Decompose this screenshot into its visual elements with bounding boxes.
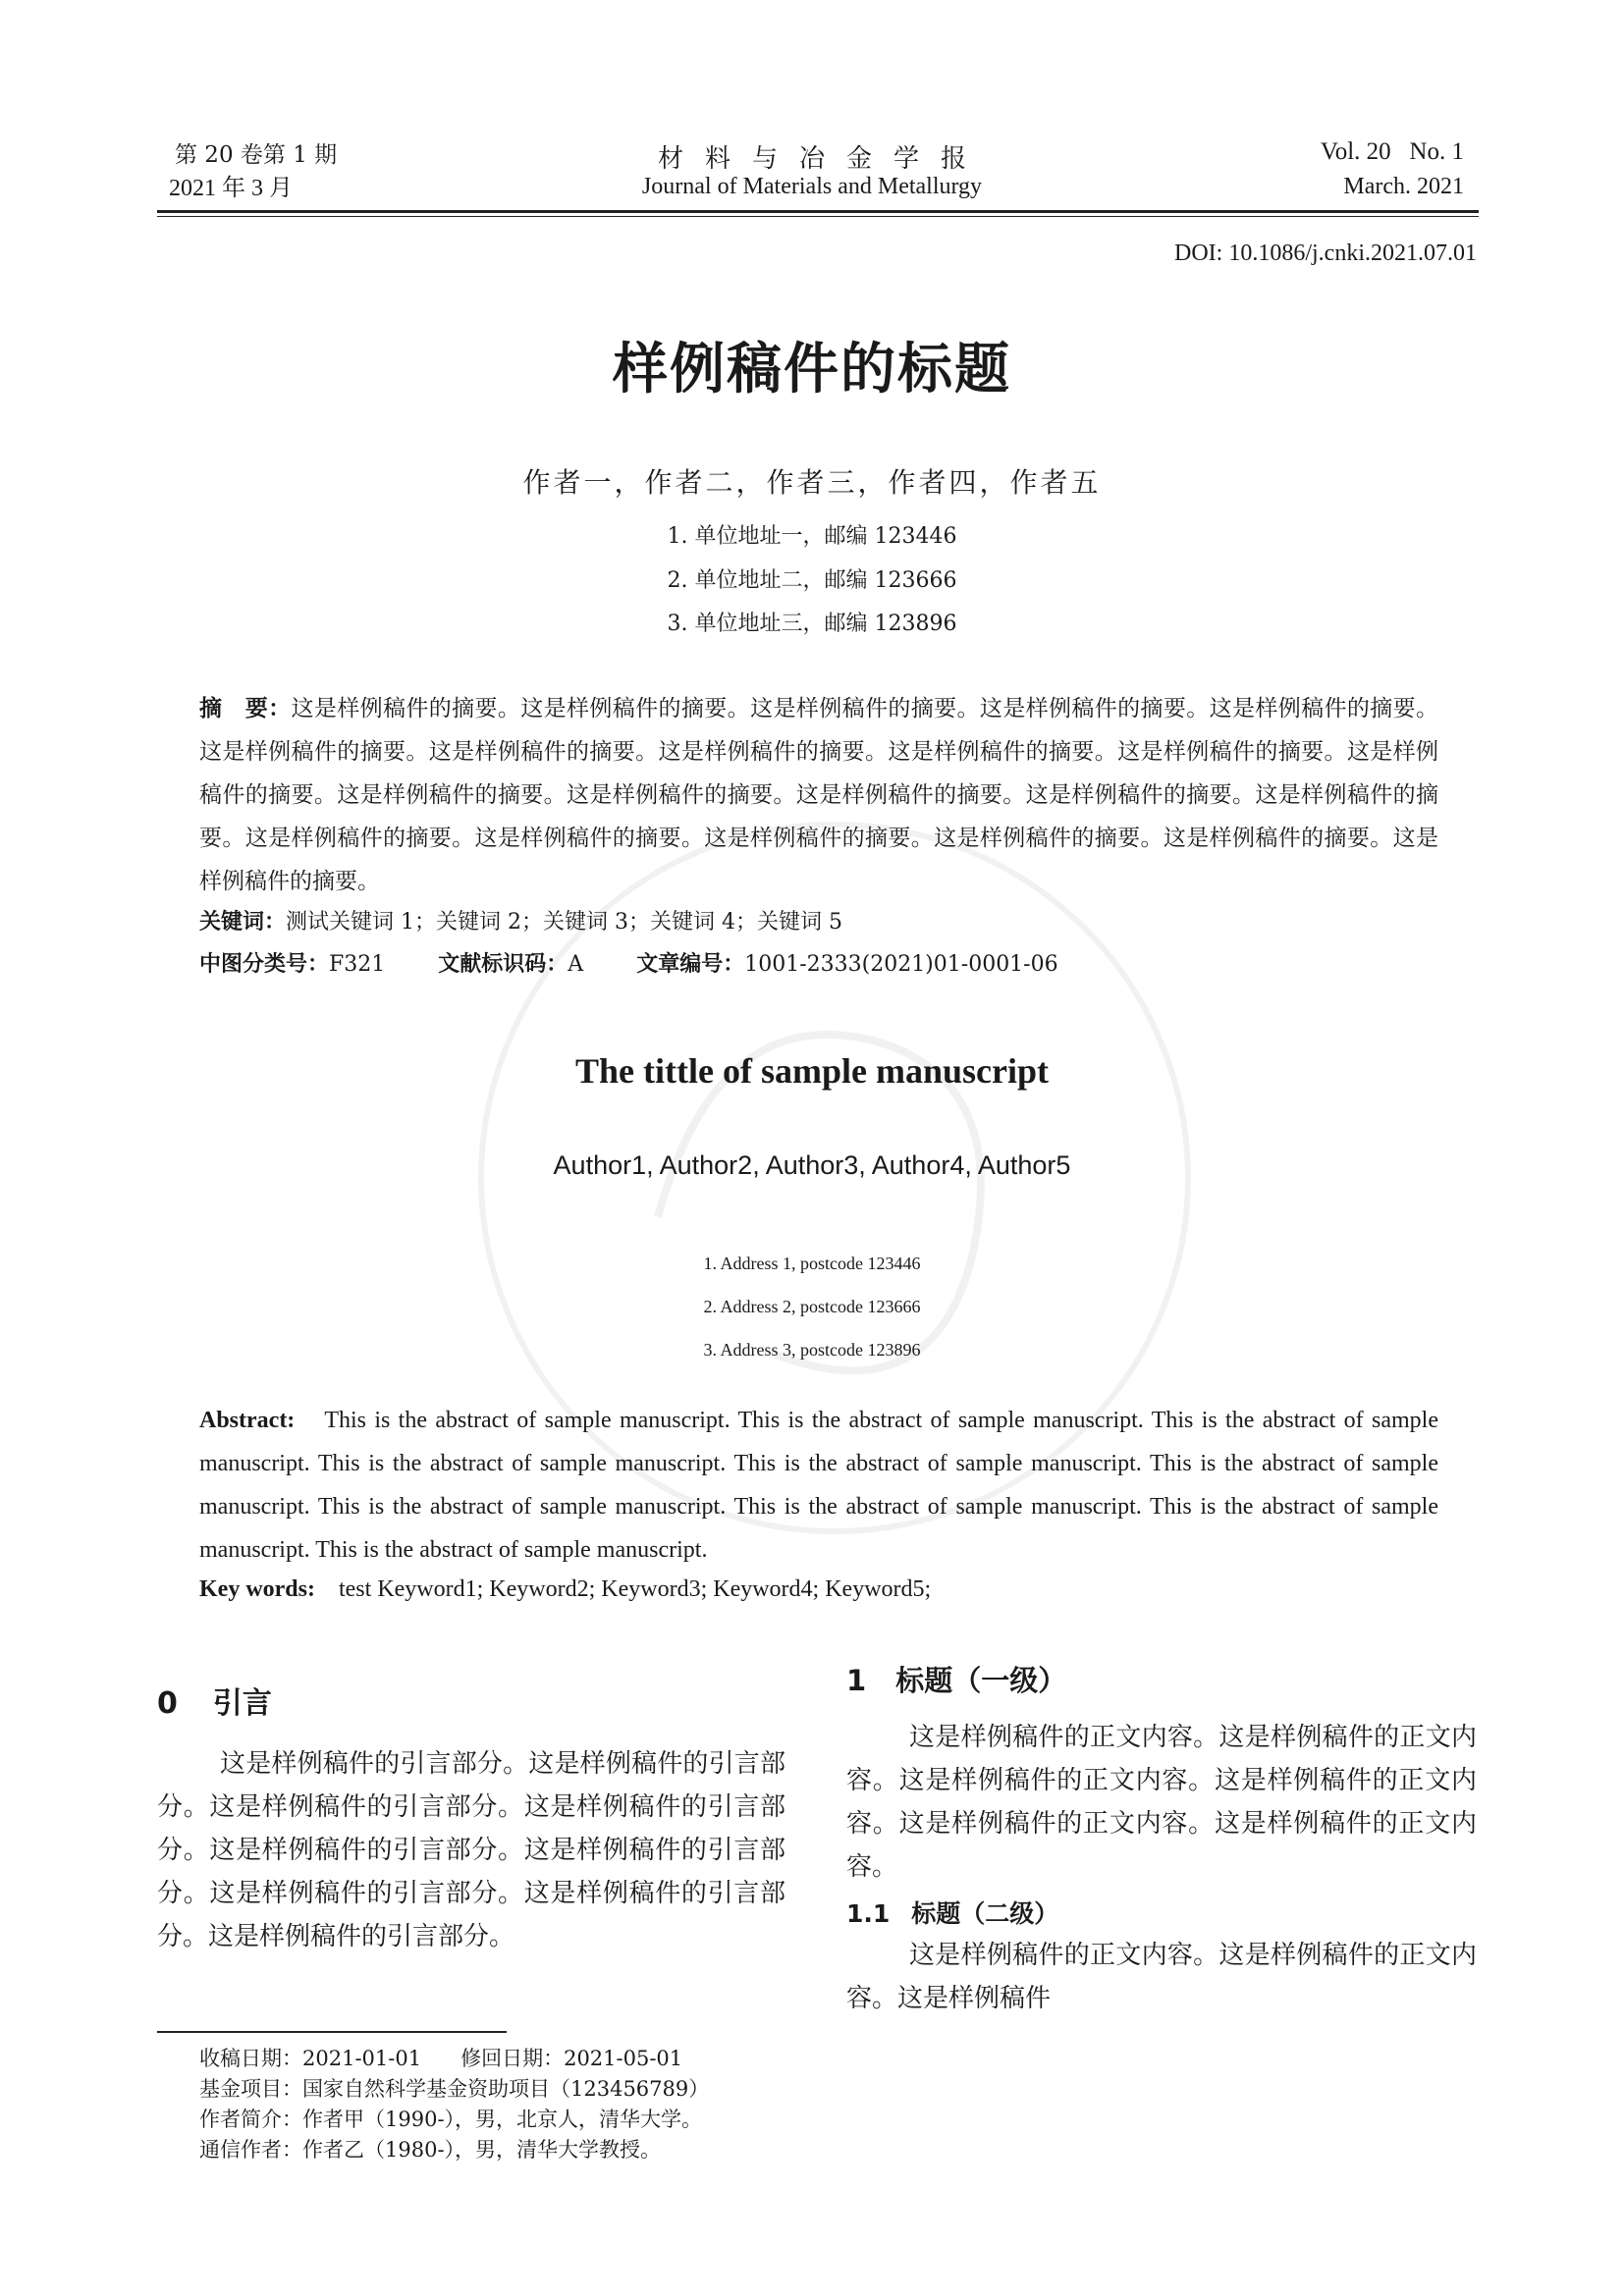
- authors-en: Author1, Author2, Author3, Author4, Author5: [553, 1150, 1071, 1180]
- affiliation-en-2: 2. Address 2, postcode 123666: [703, 1297, 921, 1316]
- abstract-en-label: Abstract:: [199, 1408, 296, 1433]
- section-1-number: 1: [846, 1664, 867, 1697]
- section-0-text: 这是样例稿件的引言部分。这是样例稿件的引言部分。这是样例稿件的引言部分。这是样例稿件的引言部分。这是样例稿件的引言部分。这是样例稿件的引言部分。这是样例稿件的引言部分。这是样例稿件的引言部分。这是样例稿件的引言部分。: [157, 1749, 785, 1951]
- revised-date: 2021-05-01: [564, 2047, 683, 2070]
- header-date-cn: 2021 年 3 月: [169, 176, 293, 201]
- affiliation-cn-1: 1. 单位地址一，邮编 123446: [667, 524, 957, 549]
- clc-label: 中图分类号：: [199, 952, 330, 977]
- footnotes: [199, 2044, 709, 2165]
- section-1-1-heading: [846, 1895, 1058, 1930]
- affiliation-en-1: 1. Address 1, postcode 123446: [703, 1254, 921, 1273]
- footnote-corresponding: 通信作者：作者乙（1980-），男，清华大学教授。: [199, 2138, 662, 2162]
- title-en: The tittle of sample manuscript: [575, 1051, 1049, 1091]
- section-1-heading: [846, 1659, 1066, 1699]
- keywords-cn-label: 关键词：: [199, 910, 287, 934]
- authors-cn: 作者一，作者二，作者三，作者四，作者五: [522, 466, 1102, 499]
- article-no-value: 1001-2333(2021)01-0001-06: [744, 952, 1058, 977]
- journal-name-cn: 材料与冶金学报: [657, 144, 988, 174]
- revised-label: 修回日期：: [460, 2047, 565, 2070]
- clc-value: F321: [329, 952, 386, 977]
- section-1-1-title: 标题（二级）: [911, 1899, 1059, 1928]
- keywords-cn: [199, 908, 842, 937]
- abstract-cn-text: 这是样例稿件的摘要。这是样例稿件的摘要。这是样例稿件的摘要。这是样例稿件的摘要。这是样例稿件的摘要。这是样例稿件的摘要。这是样例稿件的摘要。这是样例稿件的摘要。这是样例稿件的摘要。这是样例稿件的摘要。这是样例稿件的摘要。这是样例稿件的摘要。这是样例稿件的摘要。这是样例稿件的摘要。这是样例稿件的摘要。这是样例稿件的摘要。这是样例稿件的摘要。这是样例稿件的摘要。这是样例稿件的摘要。这是样例稿件的摘要。这是样例稿件的摘要。这是样例稿件的摘要。: [199, 696, 1439, 894]
- header-volume-cn: 第 20 卷第 1 期: [175, 142, 338, 168]
- header-volume-en: Vol. 20 No. 1: [1320, 138, 1464, 165]
- section-0-title: 引言: [212, 1686, 272, 1721]
- keywords-en-label: Key words:: [199, 1576, 315, 1602]
- section-0-number: 0: [157, 1686, 178, 1721]
- affiliation-cn-2: 2. 单位地址二，邮编 123666: [667, 568, 957, 593]
- title-cn: 样例稿件的标题: [613, 338, 1011, 401]
- received-label: 收稿日期：: [199, 2047, 302, 2070]
- journal-name-en: Journal of Materials and Metallurgy: [641, 174, 983, 199]
- received-date: 2021-01-01: [302, 2047, 422, 2070]
- header-rule-thin: [157, 216, 1479, 217]
- footnote-dates: [199, 2044, 709, 2074]
- article-no-label: 文章编号：: [636, 952, 745, 977]
- footnote-rule: [157, 2031, 507, 2033]
- section-1-1-number: 1.1: [846, 1899, 891, 1928]
- keywords-cn-text: 测试关键词 1；关键词 2；关键词 3；关键词 4；关键词 5: [286, 910, 842, 934]
- abstract-en: [199, 1399, 1438, 1572]
- section-0-heading: [157, 1679, 272, 1722]
- abstract-cn: [199, 687, 1438, 903]
- header-rule: [157, 210, 1479, 213]
- header-date-en: March. 2021: [1343, 174, 1464, 199]
- section-1-title: 标题（一级）: [895, 1664, 1067, 1697]
- keywords-en-text: test Keyword1; Keyword2; Keyword3; Keyword4; Keyword5;: [338, 1576, 932, 1602]
- abstract-cn-label: 摘 要：: [199, 696, 292, 721]
- doc-code-value: A: [568, 952, 584, 977]
- keywords-en: [199, 1575, 931, 1604]
- affiliation-cn-3: 3. 单位地址三，邮编 123896: [667, 612, 957, 636]
- affiliation-en-3: 3. Address 3, postcode 123896: [703, 1340, 921, 1360]
- section-1-text: 这是样例稿件的正文内容。这是样例稿件的正文内容。这是样例稿件的正文内容。这是样例稿件的正文内容。这是样例稿件的正文内容。这是样例稿件的正文内容。: [846, 1723, 1477, 1882]
- section-1-1-text: 这是样例稿件的正文内容。这是样例稿件的正文内容。这是样例稿件: [846, 1941, 1477, 2013]
- footnote-fund: 基金项目：国家自然科学基金资助项目（123456789）: [199, 2077, 710, 2101]
- classification-line: [199, 950, 1058, 980]
- doc-code-label: 文献标识码：: [438, 952, 568, 977]
- footnote-author-bio: 作者简介：作者甲（1990-），男，北京人，清华大学。: [199, 2108, 703, 2131]
- doi: DOI: 10.1086/j.cnki.2021.07.01: [1174, 240, 1477, 266]
- abstract-en-text: This is the abstract of sample manuscript. This is the abstract of sample manuscript. This is the abstract of sample manuscript. This is the abstract of sample manuscript. This is the abstract of sample manuscript. This is the abstract of sample manuscript. This is the abstract of sample manuscript. This is the abstract of sample manuscript. This is the abstract of sample manuscript. This is the abstract of sample manuscript.: [199, 1408, 1438, 1563]
